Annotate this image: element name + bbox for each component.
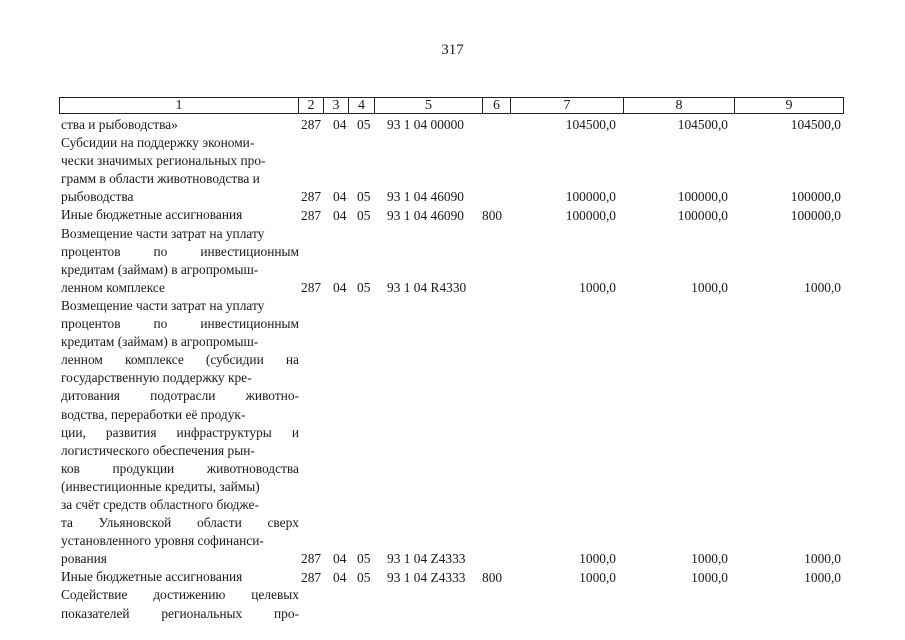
cell-c8: 1000,0 [691,569,728,585]
cell-c5: 93 1 04 46090 [387,207,464,223]
cell-c8: 100000,0 [677,189,728,205]
table-row [0,207,905,225]
description-line: ленном комплексе (субсидии на [61,352,299,368]
cell-c8: 104500,0 [677,117,728,132]
header-col-7: 7 [511,98,624,113]
cell-c5: 93 1 04 Z4333 [387,569,466,585]
cell-c7: 1000,0 [579,279,616,295]
description-line: рования [61,551,107,567]
header-col-9: 9 [785,98,793,113]
table-header-row [59,97,844,114]
cell-c4: 05 [357,117,371,132]
cell-c5: 93 1 04 R4330 [387,279,467,295]
description-line: государственную поддержку кре- [61,370,252,386]
cell-c5: 93 1 04 46090 [387,189,464,205]
cell-c4: 05 [357,207,371,223]
description-line: ства и рыбоводства» [61,117,178,132]
description-line: та Ульяновской области сверх [61,515,299,531]
cell-c3: 04 [333,207,347,223]
cell-c6: 800 [482,569,503,585]
cell-c9: 1000,0 [804,279,841,295]
cell-c7: 1000,0 [579,551,616,567]
description-line: Возмещение части затрат на уплату [61,297,265,313]
cell-c4: 05 [357,569,371,585]
description-line: Возмещение части затрат на уплату [61,225,265,241]
cell-c2: 287 [301,551,322,567]
table-row [0,550,905,568]
cell-c2: 287 [301,279,322,295]
cell-c7: 100000,0 [565,207,616,223]
description-line: кредитам (займам) в агропромыш- [61,261,259,277]
cell-c7: 1000,0 [579,569,616,585]
cell-c8: 1000,0 [691,279,728,295]
description-line: (инвестиционные кредиты, займы) [61,478,260,494]
description-line: процентов по инвестиционным [61,243,299,259]
table-row [0,188,905,206]
cell-c2: 287 [301,569,322,585]
header-col-2: 2 [299,98,324,113]
page-number: 317 [441,42,464,58]
header-col-8: 8 [624,98,735,113]
cell-c4: 05 [357,189,371,205]
description-line: чески значимых региональных про- [61,153,266,169]
table-row [0,116,905,134]
cell-c7: 100000,0 [565,189,616,205]
header-col-6: 6 [483,98,511,113]
description-line: Субсидии на поддержку экономи- [61,135,255,151]
table-row [0,279,905,297]
cell-c8: 1000,0 [691,551,728,567]
description-line: ции, развития инфраструктуры и [61,424,299,440]
description-line: за счёт средств областного бюдже- [61,496,259,512]
description-line: процентов по инвестиционным [61,316,299,332]
cell-c2: 287 [301,207,322,223]
description-line: показателей региональных про- [61,605,299,621]
cell-c3: 04 [333,551,347,567]
header-col-3: 3 [324,98,349,113]
cell-c9: 100000,0 [790,207,841,223]
table-row [0,569,905,587]
description-line: кредитам (займам) в агропромыш- [61,334,259,350]
header-col-5: 5 [375,98,483,113]
description-line: грамм в области животноводства и [61,171,260,187]
cell-c2: 287 [301,189,322,205]
cell-c4: 05 [357,279,371,295]
cell-c2: 287 [301,117,322,132]
description-line: рыбоводства [61,189,134,205]
cell-c3: 04 [333,569,347,585]
description-line: ленном комплексе [61,279,165,295]
cell-c9: 100000,0 [790,189,841,205]
cell-c3: 04 [333,189,347,205]
cell-c7: 104500,0 [565,117,616,132]
cell-c5: 93 1 04 00000 [387,117,464,132]
description-line: логистического обеспечения рын- [61,442,255,458]
cell-c3: 04 [333,117,347,132]
cell-c9: 1000,0 [804,551,841,567]
cell-c4: 05 [357,551,371,567]
cell-c3: 04 [333,279,347,295]
description-line: Иные бюджетные ассигнования [61,207,243,223]
header-col-4: 4 [349,98,375,113]
description-line: установленного уровня софинанси- [61,533,264,549]
cell-c8: 100000,0 [677,207,728,223]
description-line: Иные бюджетные ассигнования [61,569,243,585]
header-col-1: 1 [60,98,299,113]
description-line: дитования подотрасли животно- [61,388,299,404]
description-line: водства, переработки её продук- [61,406,246,422]
cell-c9: 1000,0 [804,569,841,585]
cell-c5: 93 1 04 Z4333 [387,551,466,567]
cell-c9: 104500,0 [790,117,841,132]
description-line: ков продукции животноводства [61,460,299,476]
cell-c6: 800 [482,207,503,223]
description-line: Содействие достижению целевых [61,587,299,603]
